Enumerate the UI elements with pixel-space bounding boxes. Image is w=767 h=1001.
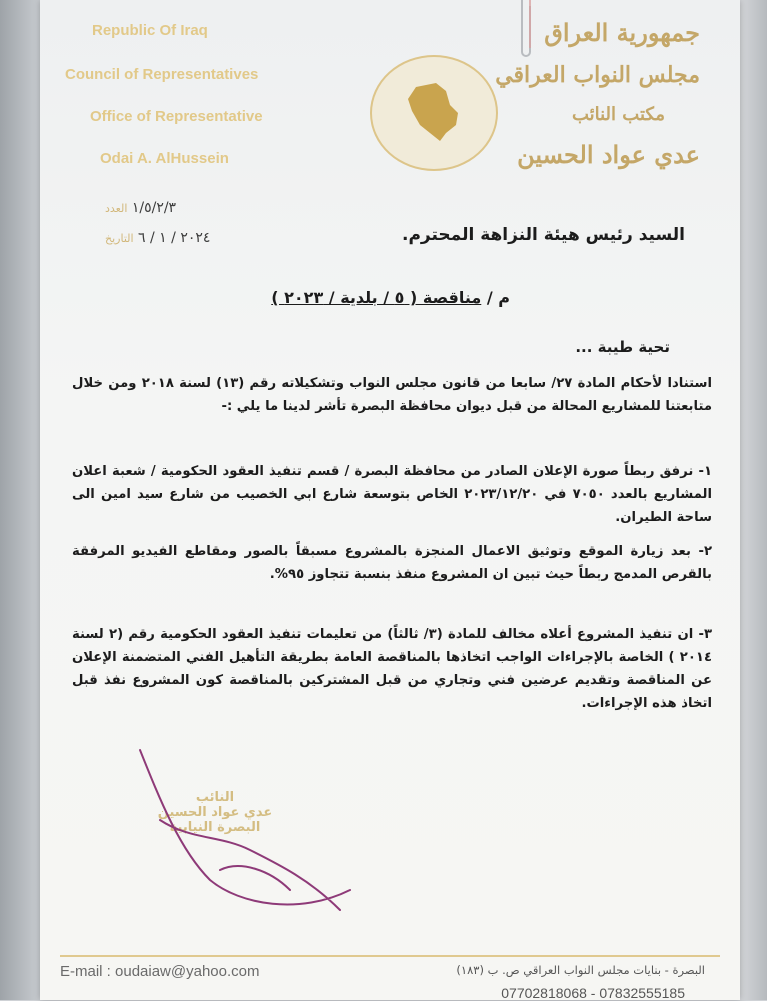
- letterhead-ar-line-3: مكتب النائب: [571, 104, 665, 125]
- iraq-map-icon: [406, 81, 462, 143]
- background-right: [740, 0, 767, 1000]
- footer-address: البصرة - بنايات مجلس النواب العراقي ص. ب (١٨٣): [456, 963, 705, 977]
- paragraph-2: ٢- بعد زيارة الموقع وتوثيق الاعمال المنجزة بالمشروع مسبقاً بالصور ومقاطع الفيديو المرفقة بالقرص المدمج ربطاً حيث تبين ان المشروع منفذ بنسبة تتجاوز ٩٥%.: [72, 544, 712, 582]
- reference-date-value: ٢٠٢٤ / ١ / ٦: [138, 230, 211, 246]
- subject-text: مناقصة ( ٥ / بلدية / ٢٠٢٣ ): [271, 288, 482, 307]
- reference-date-label: التاريخ: [105, 232, 134, 245]
- greeting: تحية طيبة ...: [575, 338, 670, 356]
- signature-title: النائب: [195, 790, 235, 805]
- letterhead-en-line-3: Office of Representative: [90, 108, 263, 125]
- paper-clip-icon: [518, 0, 534, 62]
- reference-number: [95, 200, 176, 216]
- paragraph-3: ٣- ان تنفيذ المشروع أعلاه مخالف للمادة (٣/ ثالثاً) من تعليمات تنفيذ العقود الحكومية رقم (٢ لسنة ٢٠١٤ ) الخاصة بالإجراءات الواجب اتخاذها بالمناقصة العامة بطريقة التأهيل الفني المتضمنة الإعلان عن المناقصة وتقديم عرضين فني وتجاري من قبل المشتركين بالمناقصة كون المشروع نفذ قبل اتخاذ هذه الإجراءات.: [72, 627, 712, 711]
- handwritten-signature-icon: [100, 740, 380, 920]
- letterhead-ar-line-2: مجلس النواب العراقي: [495, 62, 700, 88]
- paragraph-intro: استنادا لأحكام المادة ٢٧/ سابعا من قانون مجلس النواب وتشكيلاته رقم (١٣) لسنة ٢٠١٨ ومن خلال متابعتنا للمشاريع المحالة من قبل ديوان محافظة البصرة تأشر لدينا ما يلي :-: [72, 376, 712, 414]
- reference-number-label: العدد: [105, 202, 128, 215]
- signature-name: عدي عواد الحسين: [157, 805, 273, 820]
- footer-email: E-mail : oudaiaw@yahoo.com: [60, 963, 260, 980]
- signature-office: البصرة النيابية: [169, 820, 261, 835]
- addressee: السيد رئيس هيئة النزاهة المحترم.: [402, 225, 685, 245]
- subject-prefix: م /: [486, 288, 510, 307]
- paragraph-1: ١- نرفق ربطاً صورة الإعلان الصادر من محافظة البصرة / قسم تنفيذ العقود الحكومية / شعبة اعلان المشاريع بالعدد ٧٠٥٠ في ٢٠٢٣/١٢/٢٠ الخاص بتوسعة شارع ابي الخصيب من شارع سيد امين الى ساحة الطيران.: [72, 464, 713, 525]
- letterhead-en-line-4: Odai A. AlHussein: [100, 150, 229, 167]
- parliament-seal: [370, 55, 498, 171]
- letterhead-ar-line-1: جمهورية العراق: [544, 18, 700, 47]
- background-left: [0, 0, 40, 1000]
- subject-line: [271, 288, 510, 307]
- reference-number-value: ١/٥/٢/٣: [131, 200, 177, 216]
- letterhead-en-line-2: Council of Representatives: [65, 66, 259, 83]
- footer-divider: [60, 955, 720, 957]
- footer-phones: 07702818068 - 07832555185: [501, 985, 685, 1001]
- reference-date: [95, 230, 210, 246]
- letter-page: [40, 0, 740, 1000]
- letterhead-en-line-1: Republic Of Iraq: [92, 22, 208, 39]
- letterhead-ar-line-4: عدي عواد الحسين: [517, 140, 700, 169]
